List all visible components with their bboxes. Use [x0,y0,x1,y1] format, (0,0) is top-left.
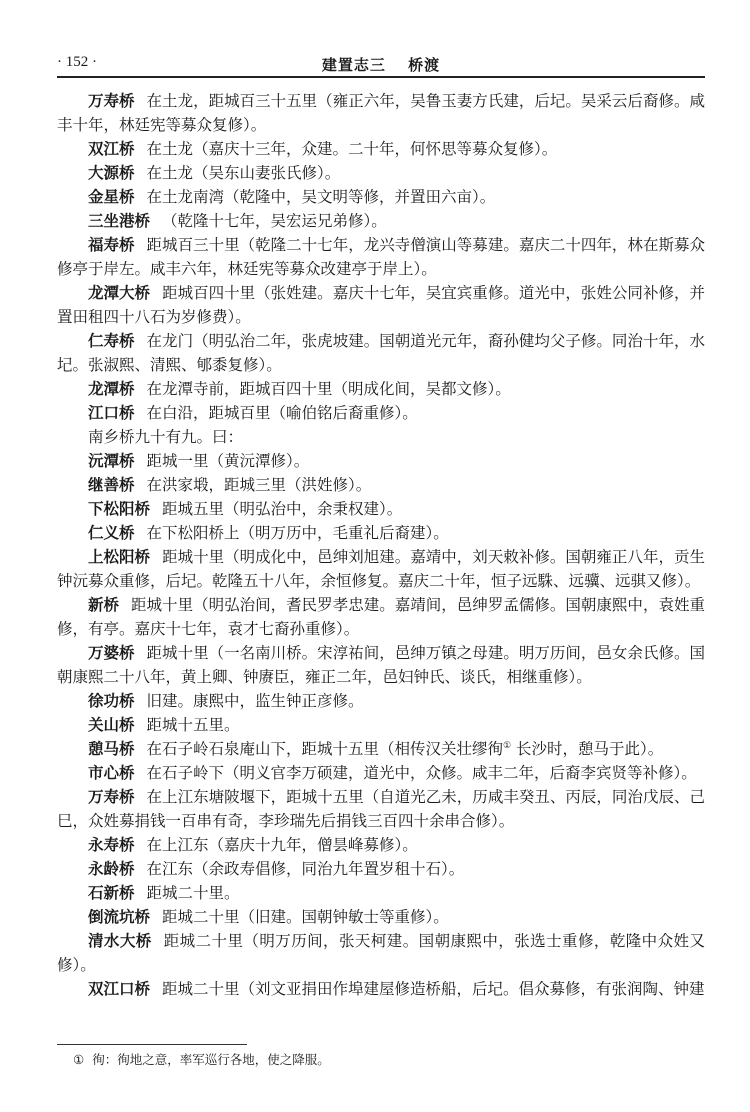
bridge-name: 上松阳桥 [88,548,151,566]
bridge-description: 距城二十里（刘文亚捐田作埠建屋修造桥船，后圮。倡众募修，有张润陶、钟建 [162,980,705,998]
bridge-name: 下松阳桥 [88,500,151,518]
bridge-entry [57,233,705,281]
bridge-name: 江口桥 [88,404,135,422]
bridge-name: 仁义桥 [88,524,135,542]
bridge-description: 距城百四十里（张姓建。嘉庆十七年，吴宜宾重修。道光中，张姓公同补修，并置田租四十八石为岁修费）。 [57,284,705,326]
bridge-name: 万寿桥 [88,92,135,110]
bridge-name: 憩马桥 [88,740,135,758]
bridge-name: 龙潭桥 [88,380,135,398]
bridge-name: 永寿桥 [88,836,135,854]
bridge-name: 金星桥 [88,188,135,206]
bridge-name: 永龄桥 [88,860,135,878]
bridge-name: 石新桥 [88,884,135,902]
bridge-description: 在土龙（嘉庆十三年，众建。二十年，何怀思等募众复修）。 [146,140,558,158]
bridge-description: 距城一里（黄沅潭修）。 [146,452,310,470]
bridge-name: 福寿桥 [88,236,135,254]
bridge-entry [57,857,705,881]
page-body [57,89,705,1001]
bridge-entry [57,209,705,233]
bridge-description: 在土龙南湾（乾隆中，吴文明等修，并置田六亩）。 [146,188,496,206]
bridge-description: 在上江东塘陂堰下，距城十五里（自道光乙未，历咸丰癸丑、丙辰，同治戊辰、己巳，众姓募捐钱一百串有奇，李珍瑞先后捐钱三百四十余串合修）。 [57,788,705,830]
bridge-description: 距城二十里。 [146,884,240,902]
bridge-entry [57,473,705,497]
bridge-entry [57,737,705,761]
bridge-entry [57,881,705,905]
bridge-entry [57,593,705,641]
bridge-entry [57,785,705,833]
bridge-entry [57,377,705,401]
bridge-entry [57,521,705,545]
bridge-entry [57,833,705,857]
bridge-entry [57,425,705,449]
bridge-name: 倒流坑桥 [88,908,151,926]
bridge-entry [57,977,705,1001]
bridge-entry [57,185,705,209]
bridge-description: 距城二十里（明万历间，张天柯建。国朝康熙中，张选士重修，乾隆中众姓又修）。 [57,932,705,974]
footnote-reference: ① [503,740,512,751]
footnote-marker: ① [73,1052,85,1067]
header-rule [57,76,705,78]
bridge-name: 龙潭大桥 [88,284,151,302]
running-title: 建置志三 桥渡 [321,56,441,74]
bridge-entry [57,137,705,161]
page-number: · 152 · [57,54,97,70]
bridge-description-continued: 长沙时，憩马于此）。 [511,740,664,758]
footnote [73,1051,693,1069]
bridge-entry [57,89,705,137]
bridge-name: 徐功桥 [88,692,135,710]
bridge-entry [57,905,705,929]
bridge-entry [57,329,705,377]
bridge-entry [57,449,705,473]
bridge-name: 万寿桥 [88,788,135,806]
bridge-description: 在上江东（嘉庆十九年，僧昙峰募修）。 [146,836,418,854]
bridge-name: 关山桥 [88,716,135,734]
bridge-description: 在下松阳桥上（明万历中，毛重礼后裔建）。 [146,524,449,542]
bridge-name: 双江桥 [88,140,135,158]
bridge-entry [57,545,705,593]
bridge-description: 旧建。康熙中，监生钟正彦修。 [146,692,364,710]
bridge-name: 仁寿桥 [88,332,135,350]
bridge-description: 在石子岭下（明义官李万硕建，道光中，众修。咸丰二年，后裔李宾贤等补修）。 [146,764,697,782]
bridge-entry [57,497,705,521]
bridge-name: 继善桥 [88,476,135,494]
bridge-entry [57,281,705,329]
bridge-entry [57,929,705,977]
bridge-description: 在龙门（明弘治二年，张虎坡建。国朝道光元年，裔孙健均父子修。同治十年，水圮。张淑熙、清熙、郇黍复修）。 [57,332,705,374]
bridge-description: 距城二十里（旧建。国朝钟敏士等重修）。 [162,908,449,926]
footnote-rule [57,1044,247,1045]
bridge-description: 在土龙（吴东山妻张氏修）。 [146,164,341,182]
bridge-description: 距城十里（明成化中，邑绅刘旭建。嘉靖中，刘天敕补修。国朝雍正八年，贡生钟沅募众重修，后圮。乾隆五十八年，余恒修复。嘉庆二十年，恒子远駯、远骥、远骐又修）。 [57,548,705,590]
bridge-entry [57,689,705,713]
bridge-name: 新桥 [88,596,120,614]
bridge-name: 沅潭桥 [88,452,135,470]
bridge-description: 距城十里（明弘治间，耆民罗孝忠建。嘉靖间，邑绅罗孟儒修。国朝康熙中，袁姓重修，有亭。嘉庆十七年，袁才七裔孙重修）。 [57,596,705,638]
bridge-description: 在江东（余政寿倡修，同治九年置岁租十石）。 [146,860,465,878]
bridge-name: 清水大桥 [88,932,152,950]
bridge-description: 距城十五里。 [146,716,240,734]
footnote-text: 徇：徇地之意，率军巡行各地，使之降服。 [92,1052,330,1067]
bridge-description: 距城十里（一名南川桥。宋淳祐间，邑绅万镇之母建。明万历间，邑女余氏修。国朝康熙二十八年，黄上卿、钟赓臣，雍正二年，邑妇钟氏、谈氏，相继重修）。 [57,644,705,686]
bridge-name: 万婆桥 [88,644,135,662]
bridge-description: 在洪家塅，距城三里（洪姓修）。 [146,476,372,494]
bridge-name: 大源桥 [88,164,135,182]
bridge-description: 在白沿，距城百里（喻伯铭后裔重修）。 [146,404,418,422]
bridge-description: （乾隆十七年，吴宏运兄弟修）。 [162,212,387,230]
bridge-description: 距城五里（明弘治中，余秉权建）。 [162,500,403,518]
bridge-entry [57,713,705,737]
bridge-description: 在土龙，距城百三十五里（雍正六年，吴鲁玉妻方氏建，后圮。吴采云后裔修。咸丰十年，林廷宪等募众复修）。 [57,92,705,134]
bridge-entry [57,401,705,425]
bridge-entry [57,641,705,689]
bridge-description: 在龙潭寺前，距城百四十里（明成化间，吴都文修）。 [146,380,511,398]
bridge-entry [57,761,705,785]
bridge-description: 距城百三十里（乾隆二十七年，龙兴寺僧演山等募建。嘉庆二十四年，林在斯募众修亭于岸左。咸丰六年，林廷宪等募众改建亭于岸上）。 [57,236,705,278]
bridge-name: 双江口桥 [88,980,151,998]
bridge-description: 在石子岭石泉庵山下，距城十五里（相传汉关壮缪徇 [146,740,504,758]
bridge-name: 市心桥 [88,764,135,782]
bridge-name: 三坐港桥 [88,212,151,230]
bridge-entry [57,161,705,185]
bridge-description: 南乡桥九十有九。曰： [88,428,244,446]
page-header [57,54,705,76]
